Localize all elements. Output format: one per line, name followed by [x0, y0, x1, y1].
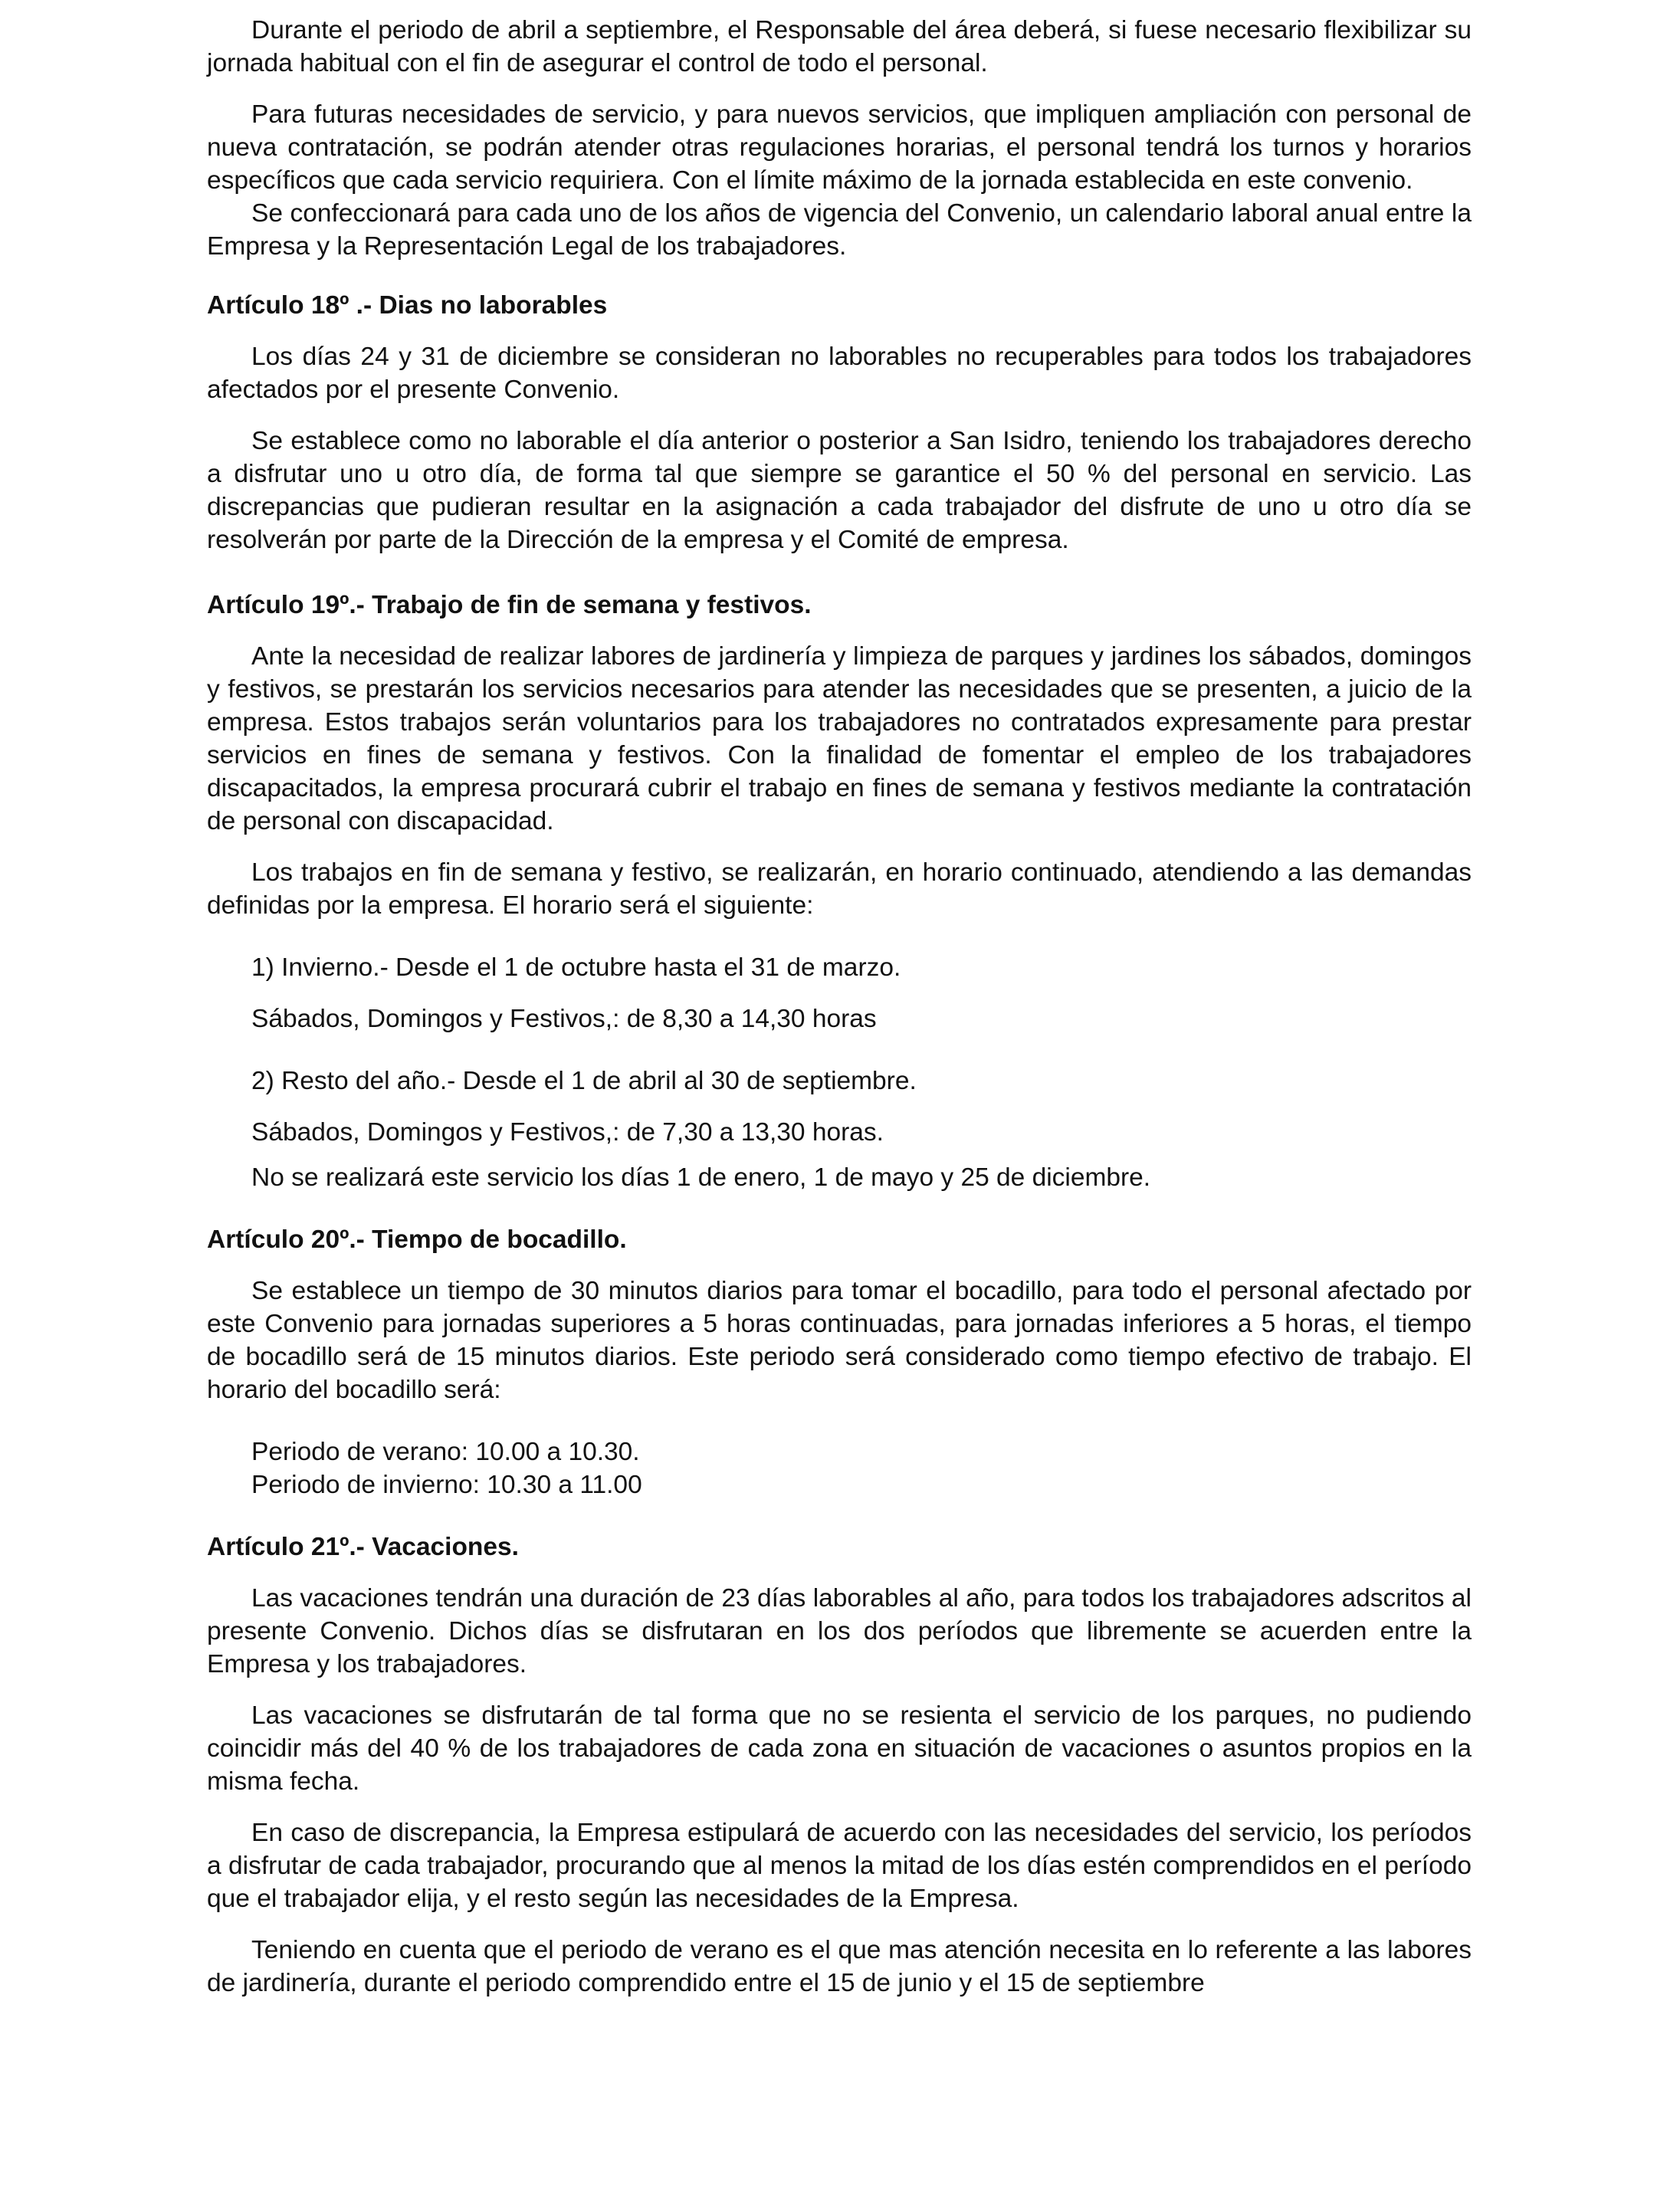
list-item: Sábados, Domingos y Festivos,: de 8,30 a 14,30 horas	[251, 1005, 877, 1033]
article-20-heading: Artículo 20º.- Tiempo de bocadillo.	[207, 1225, 627, 1254]
document-page	[207, 14, 1472, 2000]
list-item: Sábados, Domingos y Festivos,: de 7,30 a 13,30 horas.	[251, 1118, 884, 1147]
paragraph: Las vacaciones tendrán una duración de 23 días laborables al año, para todos los trabajadores adscritos al presente Convenio. Dichos días se disfrutaran en los dos períodos que libremente se acuerden entre la Empresa y los trabajadores.	[207, 1584, 1472, 1678]
article-19-heading: Artículo 19º.- Trabajo de fin de semana y festivos.	[207, 591, 812, 619]
paragraph: Durante el periodo de abril a septiembre, el Responsable del área deberá, si fuese necesario flexibilizar su jornada habitual con el fin de asegurar el control de todo el personal.	[207, 16, 1472, 77]
list-item: 2) Resto del año.- Desde el 1 de abril al 30 de septiembre.	[251, 1067, 917, 1095]
paragraph: Se confeccionará para cada uno de los años de vigencia del Convenio, un calendario laboral anual entre la Empresa y la Representación Legal de los trabajadores.	[207, 199, 1472, 261]
list-item: Periodo de verano: 10.00 a 10.30.	[251, 1438, 640, 1466]
paragraph: Las vacaciones se disfrutarán de tal forma que no se resienta el servicio de los parques, no pudiendo coincidir más del 40 % de los trabajadores de cada zona en situación de vacaciones o asuntos propios en la misma fecha.	[207, 1701, 1472, 1796]
list-item: 1) Invierno.- Desde el 1 de octubre hasta el 31 de marzo.	[251, 953, 901, 982]
paragraph: Los días 24 y 31 de diciembre se consideran no laborables no recuperables para todos los trabajadores afectados por el presente Convenio.	[207, 343, 1472, 404]
paragraph: En caso de discrepancia, la Empresa estipulará de acuerdo con las necesidades del servicio, los períodos a disfrutar de cada trabajador, procurando que al menos la mitad de los días estén comprendidos en el período que el trabajador elija, y el resto según las necesidades de la Empresa.	[207, 1819, 1472, 1913]
list-item: Periodo de invierno: 10.30 a 11.00	[251, 1471, 642, 1499]
paragraph: Se establece como no laborable el día anterior o posterior a San Isidro, teniendo los trabajadores derecho a disfrutar uno u otro día, de forma tal que siempre se garantice el 50 % del personal en servicio. Las discrepancias que pudieran resultar en la asignación a cada trabajador del disfrute de uno u otro día se resolverán por parte de la Dirección de la empresa y el Comité de empresa.	[207, 427, 1472, 554]
paragraph: Ante la necesidad de realizar labores de jardinería y limpieza de parques y jardines los sábados, domingos y festivos, se prestarán los servicios necesarios para atender las necesidades que se presenten, a juicio de la empresa. Estos trabajos serán voluntarios para los trabajadores no contratados expresamente para prestar servicios en fines de semana y festivos. Con la finalidad de fomentar el empleo de los trabajadores discapacitados, la empresa procurará cubrir el trabajo en fines de semana y festivos mediante la contratación de personal con discapacidad.	[207, 642, 1472, 835]
paragraph: Teniendo en cuenta que el periodo de verano es el que mas atención necesita en lo referente a las labores de jardinería, durante el periodo comprendido entre el 15 de junio y el 15 de septiembre	[207, 1936, 1472, 1997]
paragraph: Para futuras necesidades de servicio, y para nuevos servicios, que impliquen ampliación con personal de nueva contratación, se podrán atender otras regulaciones horarias, el personal tendrá los turnos y horarios específicos que cada servicio requiriera. Con el límite máximo de la jornada establecida en este convenio.	[207, 100, 1472, 195]
list-item: No se realizará este servicio los días 1 de enero, 1 de mayo y 25 de diciembre.	[251, 1163, 1151, 1192]
paragraph: Se establece un tiempo de 30 minutos diarios para tomar el bocadillo, para todo el personal afectado por este Convenio para jornadas superiores a 5 horas continuadas, para jornadas inferiores a 5 horas, el tiempo de bocadillo será de 15 minutos diarios. Este periodo será considerado como tiempo efectivo de trabajo. El horario del bocadillo será:	[207, 1277, 1472, 1404]
article-21-heading: Artículo 21º.- Vacaciones.	[207, 1533, 519, 1561]
paragraph: Los trabajos en fin de semana y festivo, se realizarán, en horario continuado, atendiendo a las demandas definidas por la empresa. El horario será el siguiente:	[207, 858, 1472, 920]
article-18-heading: Artículo 18º .- Dias no laborables	[207, 291, 608, 320]
